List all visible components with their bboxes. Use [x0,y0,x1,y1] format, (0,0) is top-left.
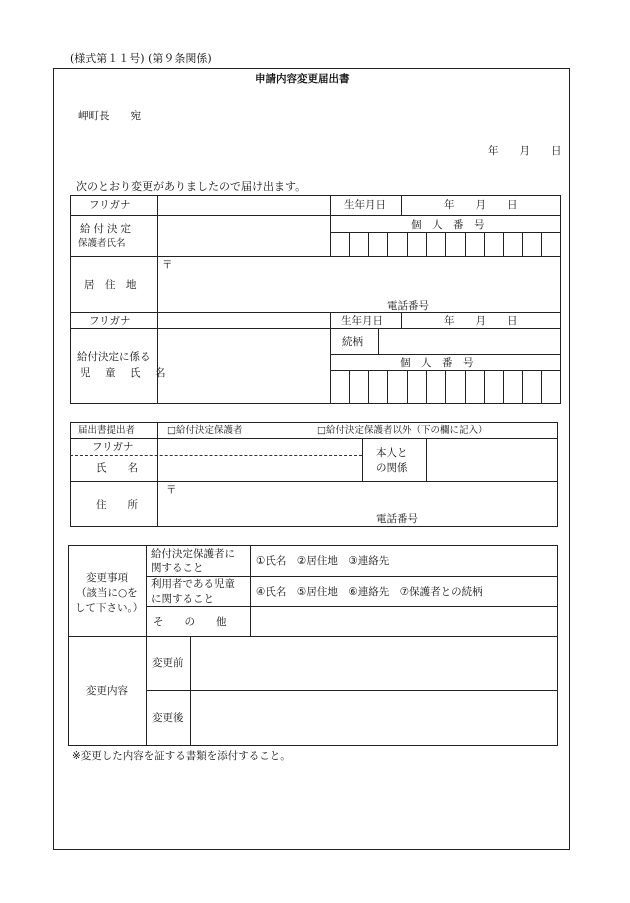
submitter-phone-label: 電話番号 [376,513,418,525]
relation-label: 続柄 [342,336,363,348]
guardian-related-label-2: 関すること [151,562,204,574]
child-furigana-input[interactable] [158,313,330,327]
relation-label-2: の関係 [376,462,408,474]
guardian-name-label-2: 保護者氏名 [78,238,126,249]
relation-label-1: 本人と [376,447,408,459]
other-label: そ の 他 [153,616,227,628]
submitter-postal-mark: 〒 [166,484,177,496]
child-mynumber-label: 個 人 番 号 [400,357,474,369]
option-other-checkbox[interactable]: □給付決定保護者以外（下の欄に記入） [317,425,488,436]
submitter-label: 届出書提出者 [78,425,136,436]
submitter-furigana-label: フリガナ [92,441,134,453]
guardian-name-input[interactable] [158,216,330,255]
guardian-birthdate-ymd: 年 月 日 [444,199,518,211]
guardian-change-options[interactable]: ①氏名 ②居住地 ③連絡先 [256,555,390,567]
change-items-label-2: （該当に○を [76,587,138,599]
relation-input[interactable] [379,329,560,353]
other-input[interactable] [251,607,557,635]
child-birthdate-label: 生年月日 [341,315,383,327]
addressee: 岬町長 宛 [78,110,141,122]
guardian-phone-label: 電話番号 [387,300,429,312]
change-content-label: 変更内容 [86,685,128,697]
form-title: 申請内容変更届出書 [255,73,350,85]
form-number: (様式第１１号) (第９条関係) [70,52,212,65]
before-label: 変更前 [152,657,184,669]
postal-mark: 〒 [162,259,173,271]
guardian-name-label-1: 給付決定 [80,223,134,235]
submitter-furigana-input[interactable] [158,439,361,454]
option-guardian-checkbox[interactable]: □給付決定保護者 [167,425,243,436]
submitter-relation-input[interactable] [427,439,557,480]
change-items-label-1: 変更事項 [86,572,128,584]
child-related-label-1: 利用者である児童 [151,578,235,590]
residence-label: 居 住 地 [84,279,137,291]
child-name-input[interactable] [158,329,330,403]
child-furigana-label: フリガナ [89,315,131,327]
after-label: 変更後 [152,712,184,724]
child-birthdate-ymd: 年 月 日 [444,315,518,327]
child-name-label-1: 給付決定に係る [77,351,151,363]
submitter-name-input[interactable] [158,456,361,480]
guardian-furigana-label: フリガナ [89,199,131,211]
intro-text: 次のとおり変更がありましたので届け出ます。 [76,180,307,193]
guardian-birthdate-label: 生年月日 [344,199,386,211]
submitter-address-label: 住 所 [96,499,138,511]
guardian-furigana-input[interactable] [158,196,330,214]
submission-date: 年 月 日 [488,145,562,157]
before-input[interactable] [191,637,557,689]
child-change-options[interactable]: ④氏名 ⑤居住地 ⑥連絡先 ⑦保護者との続柄 [256,586,483,598]
child-related-label-2: に関すること [151,593,214,605]
guardian-related-label-1: 給付決定保護者に [151,548,235,560]
submitter-name-label: 氏 名 [96,462,138,474]
footer-note: ※変更した内容を証する書類を添付すること。 [72,750,291,762]
child-name-label-2: 児 童 氏 名 [80,367,168,379]
guardian-mynumber-label: 個 人 番 号 [411,219,485,231]
residence-input[interactable] [158,257,560,311]
change-items-label-3: して下さい。） [75,602,144,614]
after-input[interactable] [191,691,557,745]
submitter-address-input[interactable] [158,482,557,526]
